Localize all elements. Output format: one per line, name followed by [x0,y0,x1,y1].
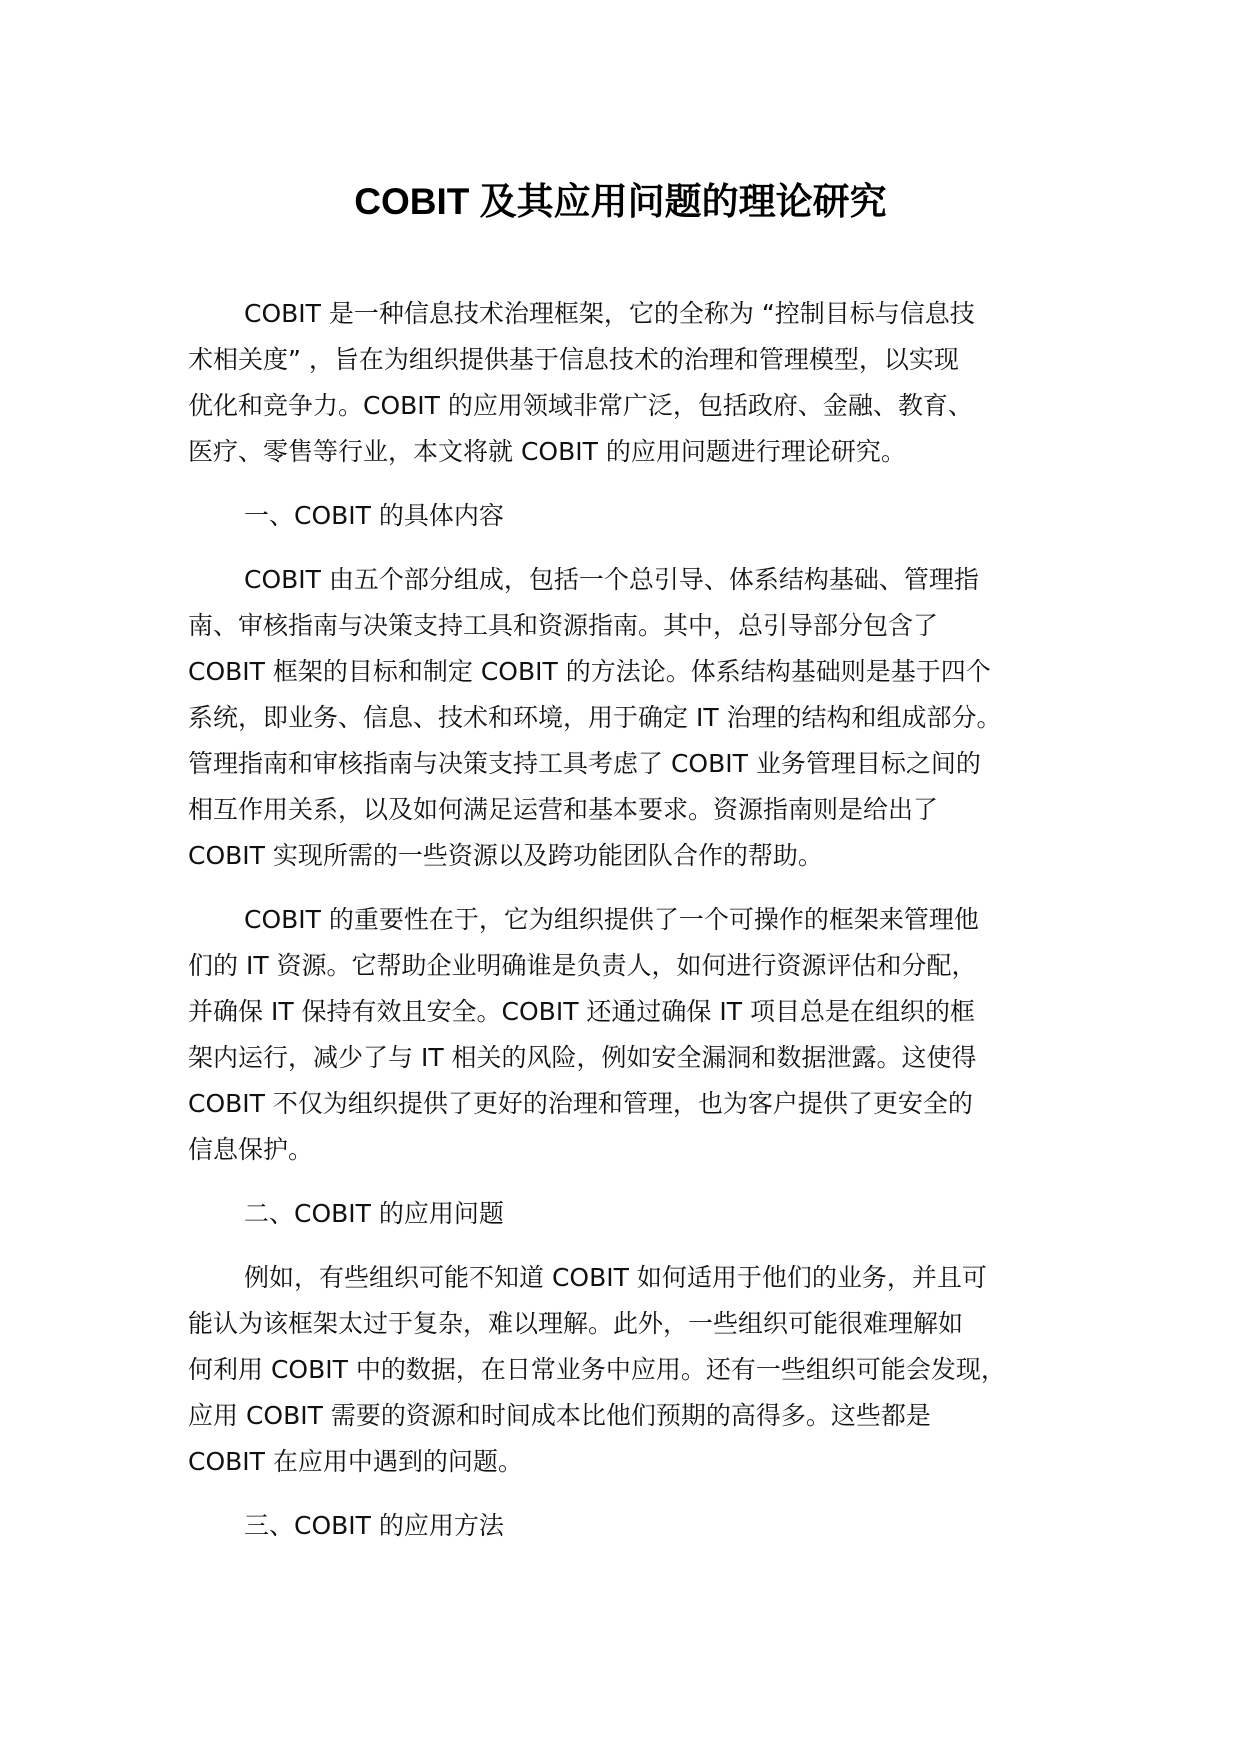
paragraph-line: 们的 IT 资源。它帮助企业明确谁是负责人，如何进行资源评估和分配， [188,951,977,980]
paragraph-line: 术相关度” ，旨在为组织提供基于信息技术的治理和管理模型，以实现 [188,345,959,374]
paragraph-line: COBIT 不仅为组织提供了更好的治理和管理，也为客户提供了更安全的 [188,1089,973,1118]
paragraph-line: 并确保 IT 保持有效且安全。COBIT 还通过确保 IT 项目总是在组织的框 [188,997,975,1026]
paragraph-line: 管理指南和审核指南与决策支持工具考虑了 COBIT 业务管理目标之间的 [188,749,981,778]
paragraph-line: 南、审核指南与决策支持工具和资源指南。其中，总引导部分包含了 [188,611,939,640]
paragraph-line: 优化和竞争力。COBIT 的应用领域非常广泛，包括政府、金融、教育、 [188,391,973,420]
paragraph-line: COBIT 实现所需的一些资源以及跨功能团队合作的帮助。 [188,841,823,870]
section-heading-1: 一、COBIT 的具体内容 [244,501,504,530]
paragraph-line: 能认为该框架太过于复杂，难以理解。此外，一些组织可能很难理解如 [188,1309,964,1338]
content-paragraph [188,557,1088,879]
paragraph-line: COBIT 是一种信息技术治理框架，它的全称为 “控制目标与信息技 [244,299,975,328]
paragraph-line: COBIT 的重要性在于，它为组织提供了一个可操作的框架来管理他 [244,905,979,934]
paragraph-line: 系统，即业务、信息、技术和环境，用于确定 IT 治理的结构和组成部分。 [188,703,1002,732]
document-title: COBIT 及其应用问题的理论研究 [354,181,887,222]
paragraph-line: 信息保护。 [188,1135,314,1164]
paragraph-line: 架内运行，减少了与 IT 相关的风险，例如安全漏洞和数据泄露。这使得 [188,1043,977,1072]
paragraph-line: 何利用 COBIT 中的数据，在日常业务中应用。还有一些组织可能会发现， [188,1355,1006,1384]
paragraph-line: 应用 COBIT 需要的资源和时间成本比他们预期的高得多。这些都是 [188,1401,931,1430]
paragraph-line: 例如，有些组织可能不知道 COBIT 如何适用于他们的业务，并且可 [244,1263,987,1292]
paragraph-line: COBIT 框架的目标和制定 COBIT 的方法论。体系结构基础则是基于四个 [188,657,991,686]
paragraph-line: COBIT 由五个部分组成，包括一个总引导、体系结构基础、管理指 [244,565,979,594]
section-heading-3: 三、COBIT 的应用方法 [244,1511,504,1540]
importance-paragraph [188,897,1088,1173]
paragraph-line: COBIT 在应用中遇到的问题。 [188,1447,523,1476]
paragraph-line: 相互作用关系，以及如何满足运营和基本要求。资源指南则是给出了 [188,795,939,824]
intro-paragraph [188,291,1088,475]
document-body [188,291,1088,1567]
paragraph-line: 医疗、零售等行业，本文将就 COBIT 的应用问题进行理论研究。 [188,437,906,466]
section-heading-2: 二、COBIT 的应用问题 [244,1199,504,1228]
problems-paragraph [188,1255,1088,1485]
